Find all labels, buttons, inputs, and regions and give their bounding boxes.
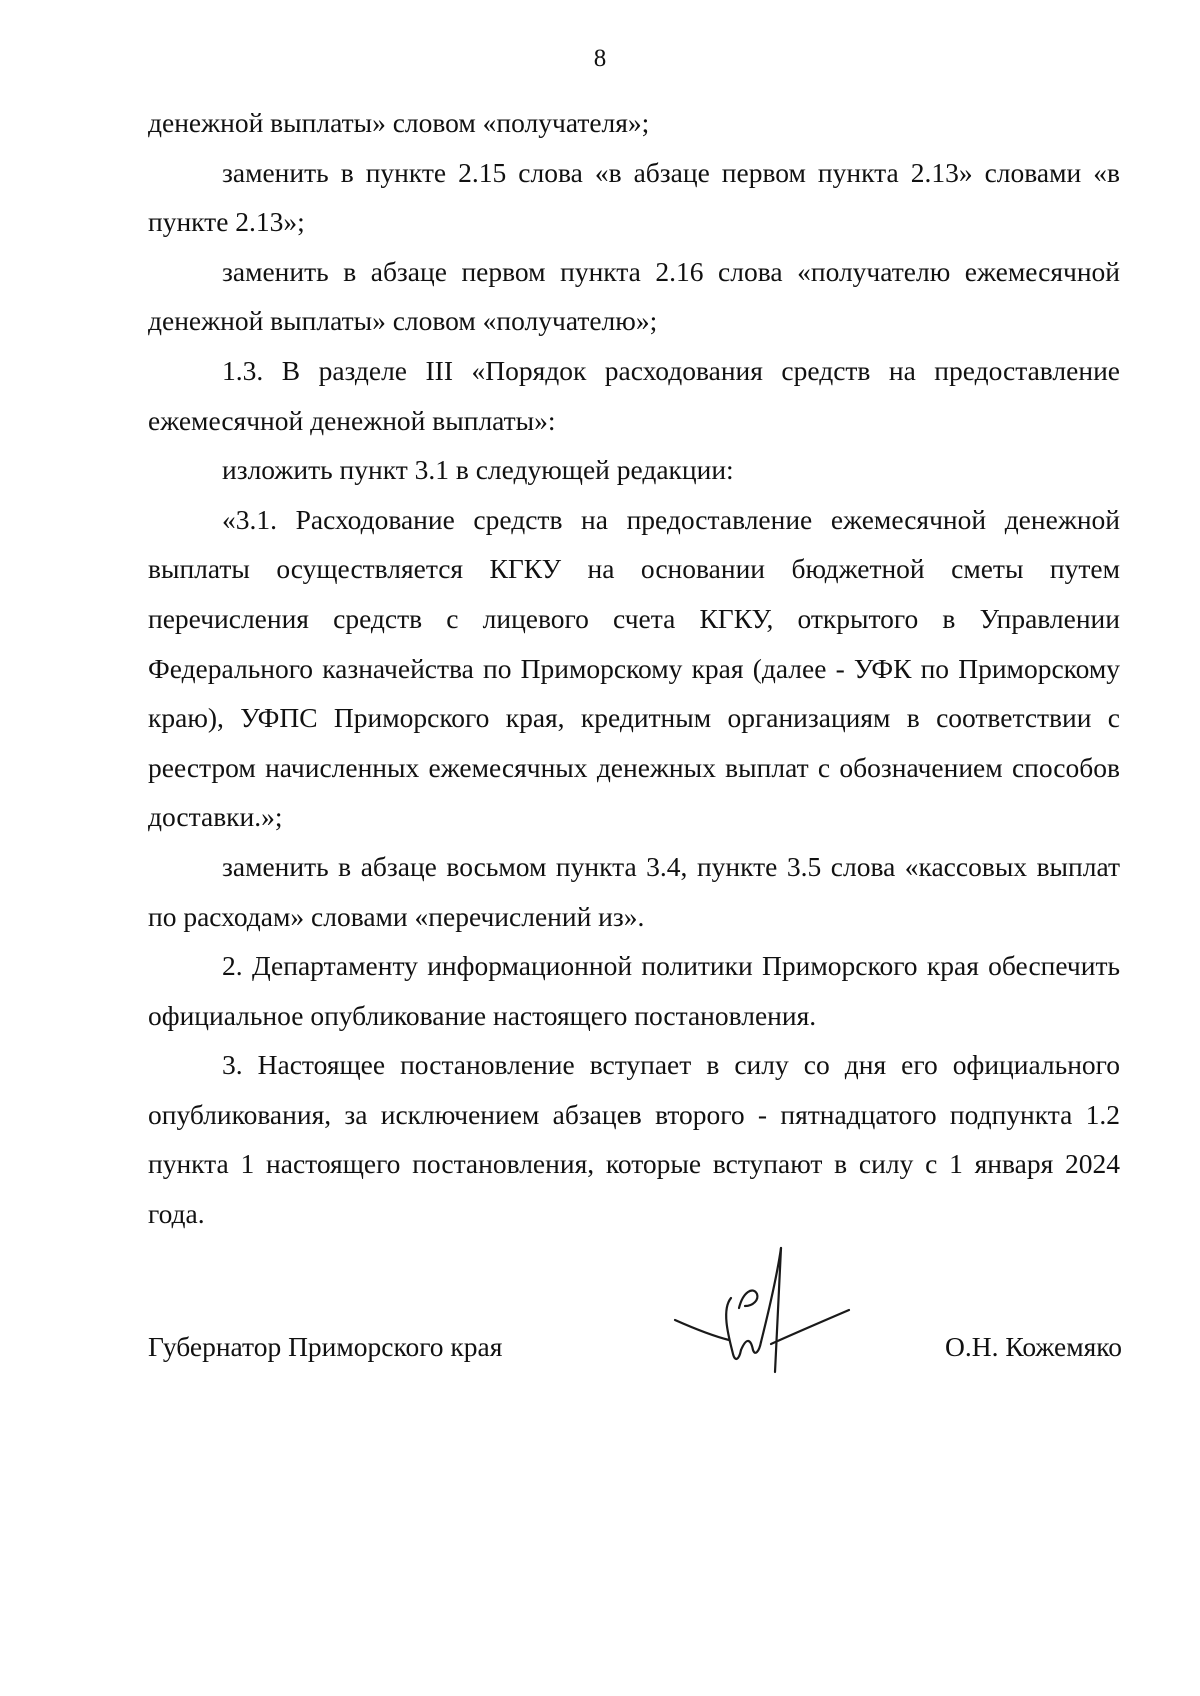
paragraph-amend-3-4: заменить в абзаце восьмом пункта 3.4, пункте 3.5 слова «кассовых выплат по расходам» словами «перечислений из». — [148, 850, 1120, 932]
paragraph-amend-2-15: заменить в пункте 2.15 слова «в абзаце первом пункта 2.13» словами «в пункте 2.13»; — [148, 156, 1120, 238]
paragraph-continuation: денежной выплаты» словом «получателя»; — [148, 107, 650, 138]
signer-name: О.Н. Кожемяко — [945, 1331, 1122, 1362]
paragraph-item-2: 2. Департаменту информационной политики Приморского края обеспечить официальное опубликование настоящего постановления. — [148, 950, 1120, 1031]
paragraph-restate-3-1: изложить пункт 3.1 в следующей редакции: — [222, 454, 734, 486]
document-body — [148, 98, 1120, 1239]
paragraph-section-1-3: 1.3. В разделе III «Порядок расходования средств на предоставление ежемесячной денежной выплаты»: — [148, 354, 1120, 436]
handwritten-signature-icon — [673, 1232, 873, 1382]
signature-block — [148, 1242, 1122, 1362]
signer-position: Губернатор Приморского края — [148, 1331, 503, 1362]
paragraph-clause-3-1: «3.1. Расходование средств на предоставление ежемесячной денежной выплаты осуществляется КГКУ на основании бюджетной сметы путем перечисления средств с лицевого счета КГКУ, открытого в Управлении Федерального казначейства по Приморскому края (далее - УФК по Приморскому краю), УФПС Приморского края, кредитным организациям в соответствии с реестром начисленных ежемесячных денежных выплат с обозначением способов доставки.»; — [148, 503, 1120, 833]
page-number: 8 — [593, 45, 607, 72]
paragraph-item-3: 3. Настоящее постановление вступает в силу со дня его официального опубликования, за исключением абзацев второго - пятнадцатого подпункта 1.2 пункта 1 настоящего постановления, которые вступают в силу с 1 января 2024 года. — [148, 1049, 1120, 1230]
paragraph-amend-2-16: заменить в абзаце первом пункта 2.16 слова «получателю ежемесячной денежной выплаты» словом «получателю»; — [148, 255, 1120, 337]
